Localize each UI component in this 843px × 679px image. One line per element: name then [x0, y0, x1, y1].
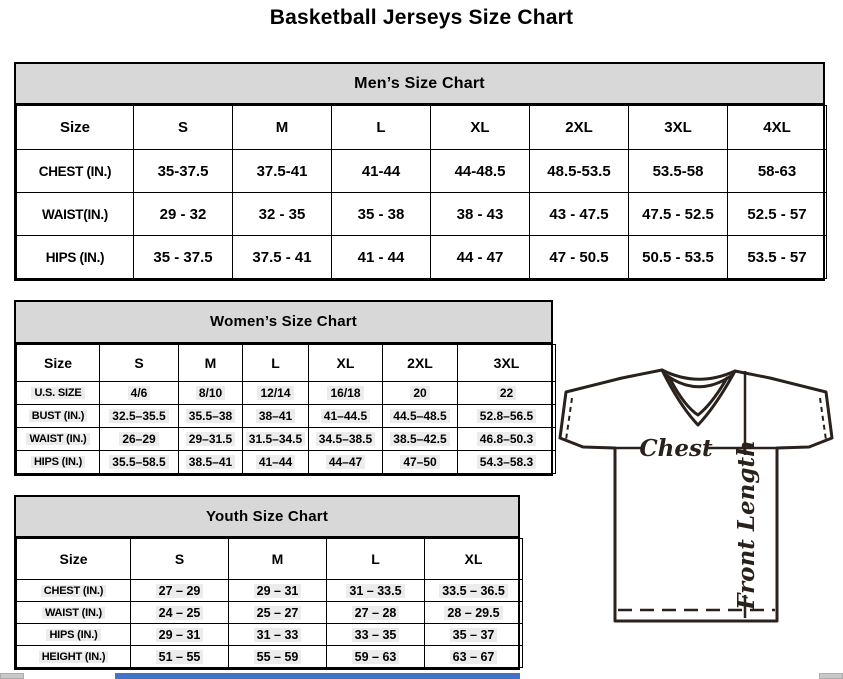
cell-text: 38.5–41 [186, 455, 235, 469]
size-value-cell: 48.5-53.5 [530, 150, 629, 193]
size-value-cell: 35 - 37.5 [134, 236, 233, 279]
youth-table [16, 538, 523, 668]
cell-text: 38–41 [256, 409, 295, 423]
table-row [17, 602, 523, 624]
cell-text: WAIST (IN.) [42, 607, 105, 619]
size-value-cell [131, 624, 229, 646]
chest-measure-label: Chest [639, 435, 713, 462]
youth-chart-title: Youth Size Chart [16, 497, 518, 538]
column-header: M [233, 106, 332, 150]
size-value-cell [243, 451, 309, 474]
row-label [17, 405, 100, 428]
cell-text: 29 – 31 [156, 628, 204, 642]
size-value-cell [229, 624, 327, 646]
page-title: Basketball Jerseys Size Chart [269, 6, 574, 29]
size-value-cell [425, 646, 523, 668]
table-row [17, 451, 556, 474]
cell-text: 20 [410, 386, 429, 400]
size-value-cell: 43 - 47.5 [530, 193, 629, 236]
cell-text: 33.5 – 36.5 [439, 584, 508, 598]
table-row [17, 624, 523, 646]
table-row [17, 580, 523, 602]
size-value-cell: 52.5 - 57 [728, 193, 827, 236]
column-header-row [17, 106, 827, 150]
column-header: XL [309, 345, 383, 382]
table-row [17, 428, 556, 451]
cell-text: 35.5–38 [186, 409, 235, 423]
size-value-cell [179, 405, 243, 428]
cell-text: 27 – 29 [156, 584, 204, 598]
cell-text: 26–29 [119, 432, 158, 446]
cell-text: 29–31.5 [186, 432, 235, 446]
cell-text: 52.8–56.5 [477, 409, 536, 423]
size-value-cell: 37.5-41 [233, 150, 332, 193]
cell-text: 54.3–58.3 [477, 455, 536, 469]
scrollbar-thumb[interactable] [115, 673, 520, 679]
cell-text: 27 – 28 [352, 606, 400, 620]
size-value-cell: 29 - 32 [134, 193, 233, 236]
size-value-cell [243, 428, 309, 451]
column-header: S [134, 106, 233, 150]
size-value-cell: 37.5 - 41 [233, 236, 332, 279]
column-header: 2XL [383, 345, 458, 382]
scrollbar-left-button[interactable] [0, 673, 24, 679]
table-row [17, 150, 827, 193]
size-value-cell [327, 602, 425, 624]
size-value-cell: 41 - 44 [332, 236, 431, 279]
size-value-cell [383, 382, 458, 405]
size-value-cell [425, 580, 523, 602]
cell-text: 51 – 55 [156, 650, 204, 664]
womens-table [16, 344, 556, 474]
size-value-cell [100, 382, 179, 405]
row-label: CHEST (IN.) [17, 150, 134, 193]
column-header: M [229, 539, 327, 580]
size-value-cell [179, 451, 243, 474]
womens-chart-title: Women’s Size Chart [16, 302, 551, 344]
size-value-cell [131, 646, 229, 668]
size-value-cell: 41-44 [332, 150, 431, 193]
size-value-cell [100, 428, 179, 451]
size-column-header: Size [17, 345, 100, 382]
size-value-cell [458, 451, 556, 474]
jersey-outline [560, 370, 832, 621]
row-label [17, 580, 131, 602]
cell-text: 31 – 33 [254, 628, 302, 642]
size-value-cell [179, 382, 243, 405]
size-value-cell: 35-37.5 [134, 150, 233, 193]
size-value-cell [309, 405, 383, 428]
cell-text: 59 – 63 [352, 650, 400, 664]
mens-size-chart [14, 62, 825, 281]
size-value-cell [458, 382, 556, 405]
size-value-cell [100, 451, 179, 474]
size-column-header: Size [17, 539, 131, 580]
size-value-cell [243, 382, 309, 405]
cell-text: 34.5–38.5 [316, 432, 375, 446]
cell-text: 46.8–50.3 [477, 432, 536, 446]
size-value-cell: 35 - 38 [332, 193, 431, 236]
size-value-cell [425, 624, 523, 646]
table-row [17, 193, 827, 236]
jersey-diagram [556, 358, 836, 650]
size-value-cell [383, 451, 458, 474]
size-value-cell [229, 602, 327, 624]
cell-text: 28 – 29.5 [444, 606, 502, 620]
cell-text: 12/14 [257, 386, 293, 400]
left-sleeve-dash [566, 398, 572, 440]
size-value-cell: 50.5 - 53.5 [629, 236, 728, 279]
size-value-cell: 47.5 - 52.5 [629, 193, 728, 236]
column-header: S [100, 345, 179, 382]
row-label [17, 624, 131, 646]
youth-size-chart [14, 495, 520, 670]
cell-text: 63 – 67 [450, 650, 498, 664]
front-length-measure-label: Front Length [733, 440, 760, 610]
cell-text: 8/10 [196, 386, 225, 400]
cell-text: 35 – 37 [450, 628, 498, 642]
cell-text: 32.5–35.5 [109, 409, 168, 423]
size-value-cell [327, 624, 425, 646]
table-row [17, 236, 827, 279]
column-header: M [179, 345, 243, 382]
size-value-cell [309, 382, 383, 405]
column-header: XL [431, 106, 530, 150]
cell-text: 4/6 [128, 386, 151, 400]
cell-text: BUST (IN.) [29, 410, 87, 422]
cell-text: 16/18 [327, 386, 363, 400]
size-value-cell [383, 405, 458, 428]
size-value-cell [131, 580, 229, 602]
size-value-cell: 38 - 43 [431, 193, 530, 236]
size-value-cell [327, 646, 425, 668]
cell-text: U.S. SIZE [31, 387, 84, 399]
size-value-cell [383, 428, 458, 451]
cell-text: HIPS (IN.) [31, 456, 85, 468]
row-label [17, 428, 100, 451]
cell-text: 44–47 [326, 455, 365, 469]
column-header-row [17, 539, 523, 580]
size-value-cell [229, 580, 327, 602]
column-header: L [327, 539, 425, 580]
cell-text: WAIST (IN.) [26, 433, 89, 445]
size-value-cell: 53.5-58 [629, 150, 728, 193]
cell-text: 33 – 35 [352, 628, 400, 642]
size-value-cell: 44-48.5 [431, 150, 530, 193]
cell-text: HEIGHT (IN.) [39, 651, 109, 663]
cell-text: 29 – 31 [254, 584, 302, 598]
row-label [17, 646, 131, 668]
cell-text: 24 – 25 [156, 606, 204, 620]
right-sleeve-dash [820, 398, 826, 440]
size-value-cell [327, 580, 425, 602]
size-value-cell [131, 602, 229, 624]
mens-table [16, 105, 827, 279]
column-header: L [243, 345, 309, 382]
size-value-cell: 53.5 - 57 [728, 236, 827, 279]
table-row [17, 405, 556, 428]
column-header: 3XL [458, 345, 556, 382]
size-value-cell [229, 646, 327, 668]
cell-text: HIPS (IN.) [46, 629, 100, 641]
size-value-cell [243, 405, 309, 428]
cell-text: 31.5–34.5 [246, 432, 305, 446]
womens-size-chart [14, 300, 553, 476]
row-label: HIPS (IN.) [17, 236, 134, 279]
cell-text: 47–50 [400, 455, 439, 469]
cell-text: 41–44 [256, 455, 295, 469]
size-value-cell: 58-63 [728, 150, 827, 193]
column-header: 3XL [629, 106, 728, 150]
size-value-cell: 44 - 47 [431, 236, 530, 279]
cell-text: 55 – 59 [254, 650, 302, 664]
size-value-cell [309, 451, 383, 474]
cell-text: 44.5–48.5 [390, 409, 449, 423]
column-header: 4XL [728, 106, 827, 150]
cell-text: 31 – 33.5 [346, 584, 404, 598]
size-value-cell [100, 405, 179, 428]
table-row [17, 646, 523, 668]
column-header: 2XL [530, 106, 629, 150]
cell-text: 38.5–42.5 [390, 432, 449, 446]
size-value-cell: 32 - 35 [233, 193, 332, 236]
scrollbar-right-button[interactable] [819, 673, 843, 679]
cell-text: 35.5–58.5 [109, 455, 168, 469]
size-value-cell [458, 405, 556, 428]
column-header: L [332, 106, 431, 150]
mens-chart-title: Men’s Size Chart [16, 64, 823, 105]
cell-text: 22 [497, 386, 516, 400]
table-row [17, 382, 556, 405]
size-value-cell [458, 428, 556, 451]
size-value-cell [309, 428, 383, 451]
row-label [17, 451, 100, 474]
row-label [17, 602, 131, 624]
row-label: WAIST(IN.) [17, 193, 134, 236]
size-column-header: Size [17, 106, 134, 150]
cell-text: 41–44.5 [321, 409, 370, 423]
cell-text: 25 – 27 [254, 606, 302, 620]
size-value-cell [425, 602, 523, 624]
size-value-cell: 47 - 50.5 [530, 236, 629, 279]
row-label [17, 382, 100, 405]
column-header: XL [425, 539, 523, 580]
column-header-row [17, 345, 556, 382]
cell-text: CHEST (IN.) [41, 585, 107, 597]
column-header: S [131, 539, 229, 580]
size-value-cell [179, 428, 243, 451]
